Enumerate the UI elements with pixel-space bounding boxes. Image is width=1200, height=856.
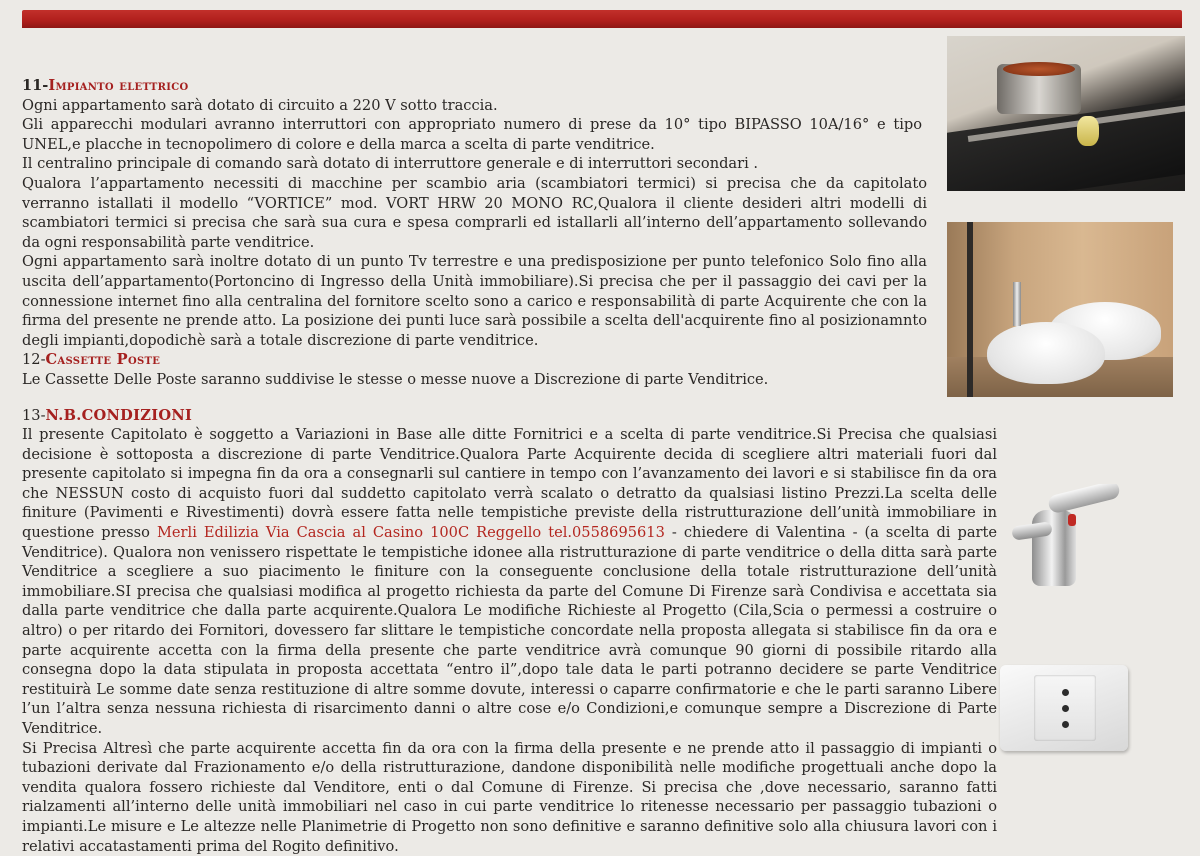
section-13-heading [22,406,997,426]
section-13-number: 13- [22,406,46,424]
section-13-text: Il presente Capitolato è soggetto a Variazioni in Base alle ditte Fornitrici e a scelta di parte venditrice.Si Precisa che qualsiasi decisione è sottoposta a discrezione di parte Venditrice.Qualora Parte Acquirente decida di scegliere altri materiali fuori dal presente capitolato si impegna fin da ora a consegnarli sul cantiere in tempo con l’avanzamento dei lavori e si stabilisce fin da ora che NESSUN costo di acquisto fuori dal suddetto capitolato verrà scalato o detratto da qualsiasi listino Prezzi.La scelta delle finiture (Pavimenti e Rivestimenti) dovrà essere fatta nelle tempistiche previste della ristrutturazione dell’unità immobiliare in questione presso [22,426,997,542]
section-12-heading [22,350,997,370]
section-13-paragraph [22,425,997,739]
section-11-paragraph: Gli apparecchi modulari avranno interruttori con appropriato numero di prese da 10° tipo BIPASSO 10A/16° e tipo UNEL,e placche in tecnopolimero di colore e della marca a scelta di parte venditrice. [22,116,922,153]
electrical-socket-photo [1000,665,1128,751]
bathroom-fixtures-photo [947,222,1173,397]
section-11-paragraph: Il centralino principale di comando sarà dotato di interruttore generale e di interruttori secondari . [22,155,759,173]
document-text-column [22,76,997,856]
cooktop-photo [947,36,1185,191]
section-12-paragraph: Le Cassette Delle Poste saranno suddivise le stesse o messe nuove a Discrezione di parte Venditrice. [22,370,769,388]
section-11-title: Impianto elettrico [48,77,189,94]
supplier-contact-highlight: Merli Edilizia Via Cascia al Casino 100C Reggello tel.0558695613 [156,524,665,542]
top-red-band [22,10,1182,28]
section-11-paragraph: Ogni appartamento sarà dotato di circuito a 220 V sotto traccia. [22,96,498,114]
section-11-paragraph: Ogni appartamento sarà inoltre dotato di un punto Tv terrestre e una predisposizione per punto telefonico Solo fino alla uscita dell’appartamento(Portoncino di Ingresso della Unità immobiliare).Si precisa che per il passaggio dei cavi per la connessione internet fino alla centralina del fornitore scelto sono a carico e responsabilità di parte Acquirente che con la firma del presente ne prende atto. La posizione dei punti luce sarà possibile a scelta dell'acquirente fino al posizionamnto degli impianti,dopodichè sarà a totale discrezione di parte venditrice. [22,253,927,349]
section-12-number: 12- [22,351,46,369]
section-12-title: Cassette Poste [45,351,161,369]
section-13-paragraph: Si Precisa Altresì che parte acquirente accetta fin da ora con la firma della presente e ne prende atto il passaggio di impianti o tubazioni derivate dal Frazionamento e/o della ristrutturazione, dandone disponibilità nelle modifiche progettuali anche dopo la vendita qualora fossero richieste dal Venditore, enti o dal Comune di Firenze. Si precisa che ,dove necessario, saranno fatti rialzamenti all’interno delle unità immobiliari nel caso in cui parte venditrice lo ritenesse necessario per passaggio tubazioni o impianti.Le misure e Le altezze nelle Planimetrie di Progetto non sono definitive e saranno definitive solo alla chiusura lavori con i relativi accatastamenti prima del Rogito definitivo. [22,739,997,855]
section-13-title: N.B.CONDIZIONI [45,406,193,424]
faucet-photo [1012,484,1124,592]
section-11-paragraph: Qualora l’appartamento necessiti di macchine per scambio aria (scambiatori termici) si precisa che da capitolato verranno istallati il modello “VORTICE” mod. VORT HRW 20 MONO RC,Qualora il cliente desideri altri modelli di scambiatori termici si precisa che sarà sua cura e spesa comprarli ed istallarli all’interno dell’appartamento sollevando da ogni responsabilità parte venditrice. [22,174,927,251]
section-11-heading [22,76,997,96]
section-11-number: 11- [22,77,49,94]
section-13-text: - chiedere di Valentina - (a scelta di parte Venditrice). Qualora non venissero rispettate le tempistiche idonee alla ristrutturazione di parte venditrice o della ditta sarà parte Venditrice a scegliere a suo piacimento le finiture con la conseguente conclusione della totale ristrutturazione dell’unità immobiliare.SI precisa che qualsiasi modifica al progetto richiesta da parte del Comune Di Firenze sarà Condivisa e accettata sia dalla parte venditrice che dalla parte acquirente.Qualora Le modifiche Richieste al Progetto (Cila,Scia o permessi a costruire o altro) o per ritardo dei Fornitori, dovessero far slittare le tempistiche concordate nella proposta allegata si stabilisce fin da ora e parte acquirente accetta con la firma della presente che parte venditrice avrà comunque 90 giorni di possibile ritardo alla consegna dopo la data stipulata in proposta accettata “entro il”,dopo tale data le parti potranno decidere se parte Venditrice restituirà Le somme date senza restituzione di altre somme dovute, interessi o caparre confirmatorie e che le parti saranno Libere l’un l’altra senza nessuna richiesta di risarcimento danni o altre cose e/o Condizioni,e comunque sempre a Discrezione di Parte Venditrice. [22,524,997,737]
